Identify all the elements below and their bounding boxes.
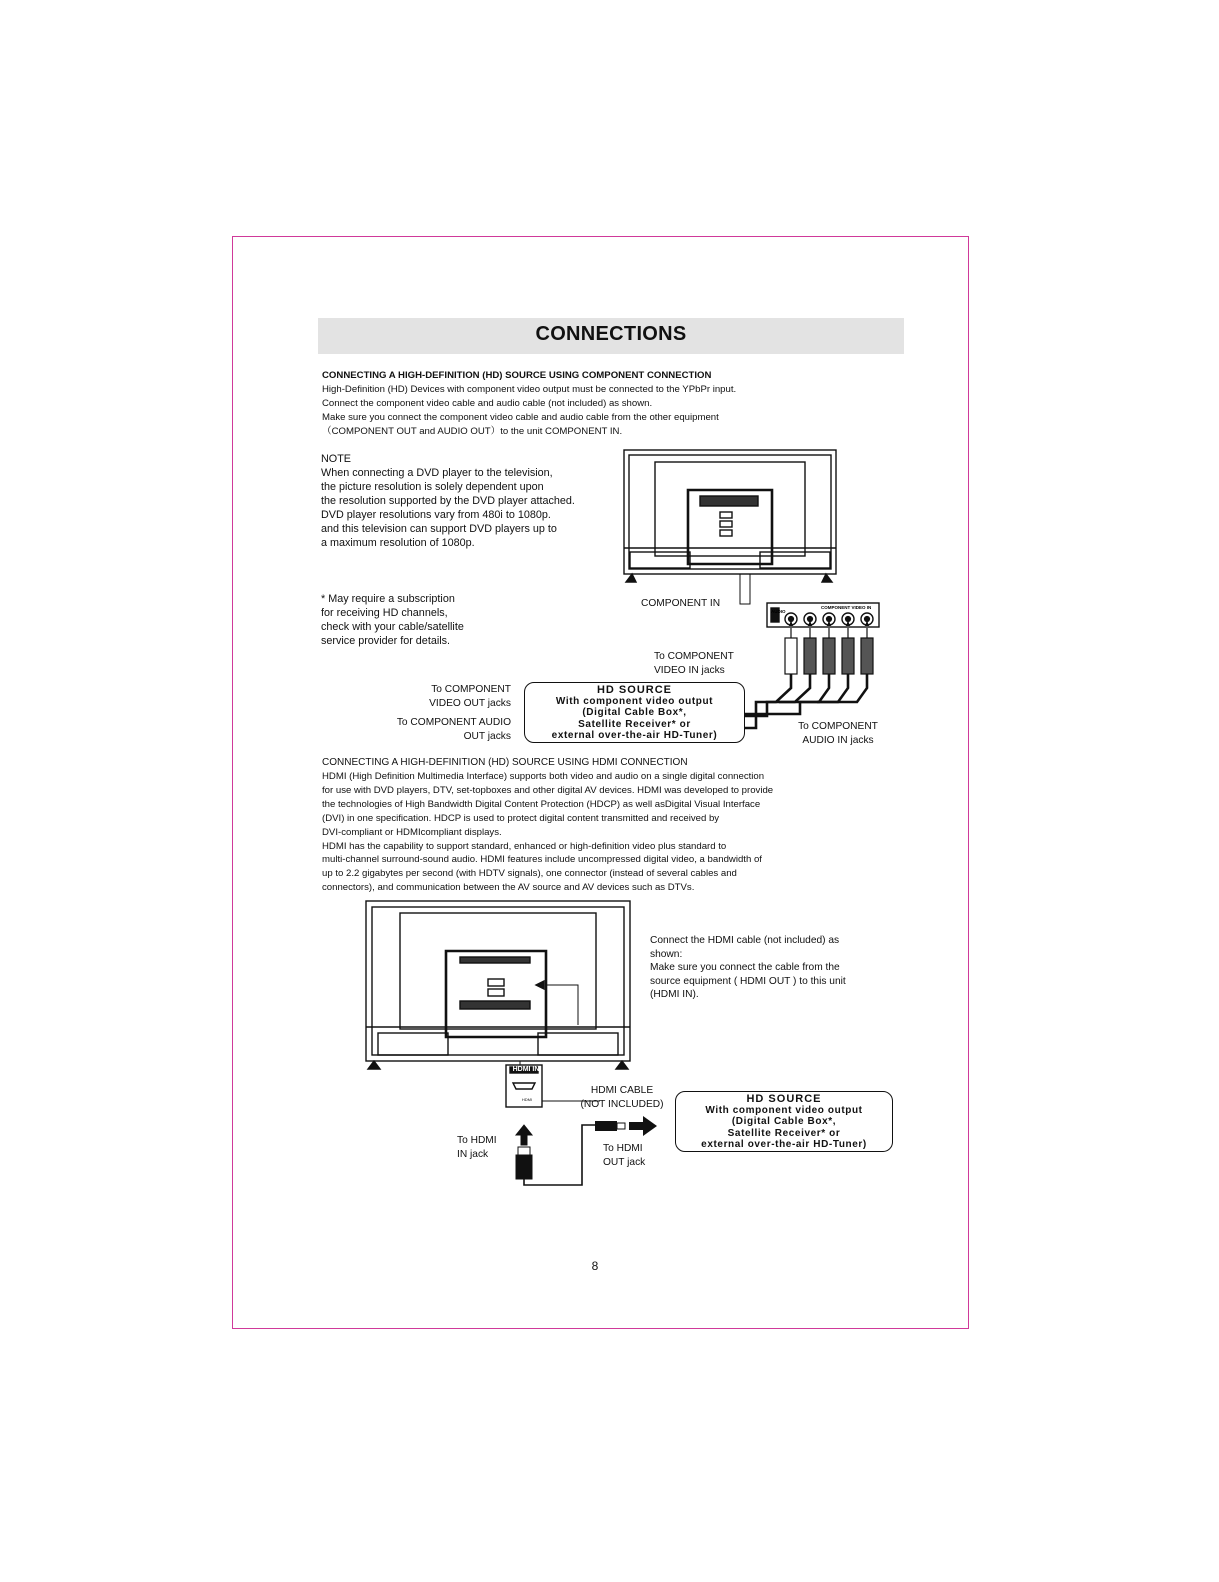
- component-heading: CONNECTING A HIGH-DEFINITION (HD) SOURCE USING COMPONENT CONNECTION: [322, 370, 712, 381]
- page-number: 8: [591, 1259, 599, 1273]
- note-body: When connecting a DVD player to the television, the picture resolution is solely dependent upon the resolution supported by the DVD player attached. DVD player resolutions vary from 480i to 1080p. and this television can support DVD players up to a maximum resolution of 1080p.: [321, 467, 575, 549]
- hdmi-heading: CONNECTING A HIGH-DEFINITION (HD) SOURCE USING HDMI CONNECTION: [322, 757, 688, 768]
- hd-source-title: HD SOURCE: [746, 1093, 822, 1105]
- hd-source-box-component: [524, 682, 745, 743]
- hd-source-line4: external over-the-air HD-Tuner): [701, 1138, 867, 1150]
- hd-source-line2: (Digital Cable Box*,: [582, 707, 687, 719]
- hd-source-line2: (Digital Cable Box*,: [731, 1116, 837, 1128]
- note-title: NOTE: [321, 453, 351, 465]
- hd-source-line3: Satellite Receiver* or: [578, 718, 691, 730]
- label-to-component-audio-in: To COMPONENT AUDIO IN jacks: [798, 721, 878, 746]
- label-to-component-audio-out: To COMPONENT AUDIO OUT jacks: [396, 717, 511, 742]
- hd-source-title: HD SOURCE: [596, 684, 672, 696]
- subscription-note: * May require a subscription for receiving HD channels, check with your cable/satellite service provider for details.: [321, 593, 464, 647]
- component-body: High-Definition (HD) Devices with component video output must be connected to the YPbPr input. Connect the component video cable and audio cable (not included) as shown. Make sure you connect the component video cable and audio cable from the other equipment （COMPONENT OUT and AUDIO OUT）to the unit COMPONENT IN.: [322, 384, 737, 437]
- hd-source-line3: Satellite Receiver* or: [727, 1127, 841, 1139]
- panel-audio-label: AUDIO: [771, 609, 786, 614]
- label-to-hdmi-in: To HDMI IN jack: [457, 1135, 497, 1160]
- hdmi-plug-in-icon: [516, 1125, 532, 1179]
- hd-source-line1: With component video output: [555, 696, 714, 708]
- hdmi-body: HDMI (High Definition Multimedia Interface) supports both video and audio on a single digital connection for use with DVD players, DTV, set-topboxes and other digital AV devices. HDMI was developed to provide the technologies of High Bandwidth Digital Content Protection (HDCP) as well asDigital Visual Interface (DVI) in one specification. HDCP is used to protect digital content transmitted and received by DVI-compliant or HDMIcompliant displays. HDMI has the capability to support standard, enhanced or high-definition video plus standard to multi-channel surround-sound audio. HDMI features include uncompressed digital video, a bandwidth of up to 2.2 gigabytes per second (with HDTV signals), one connector (instead of several cables and connectors), and communication between the AV source and AV devices such as DTVs.: [322, 771, 774, 894]
- label-hdmi-cable: HDMI CABLE (NOT INCLUDED): [580, 1085, 664, 1110]
- hdmi-instructions: Connect the HDMI cable (not included) as shown: Make sure you connect the cable from the source equipment ( HDMI OUT ) to this unit (HDMI IN).: [650, 935, 846, 1000]
- label-hdmi-in-port: HDMI IN: [512, 1066, 540, 1073]
- page-title: CONNECTIONS: [535, 323, 687, 345]
- panel-video-label: COMPONENT VIDEO IN: [821, 605, 872, 610]
- rca-plugs: [785, 628, 873, 674]
- label-to-component-video-in: To COMPONENT VIDEO IN jacks: [654, 651, 734, 676]
- tv-back-hdmi-icon: [366, 901, 630, 1101]
- hd-source-box-hdmi: [675, 1091, 893, 1152]
- hd-source-line1: With component video output: [705, 1105, 863, 1117]
- hd-source-line4: external over-the-air HD-Tuner): [551, 729, 718, 741]
- label-hdmi-port-small: HDMI: [521, 1097, 533, 1102]
- tv-back-icon: [624, 450, 836, 604]
- label-component-in: COMPONENT IN: [641, 598, 721, 609]
- label-to-component-video-out: To COMPONENT VIDEO OUT jacks: [429, 684, 511, 709]
- label-to-hdmi-out: To HDMI OUT jack: [603, 1143, 646, 1168]
